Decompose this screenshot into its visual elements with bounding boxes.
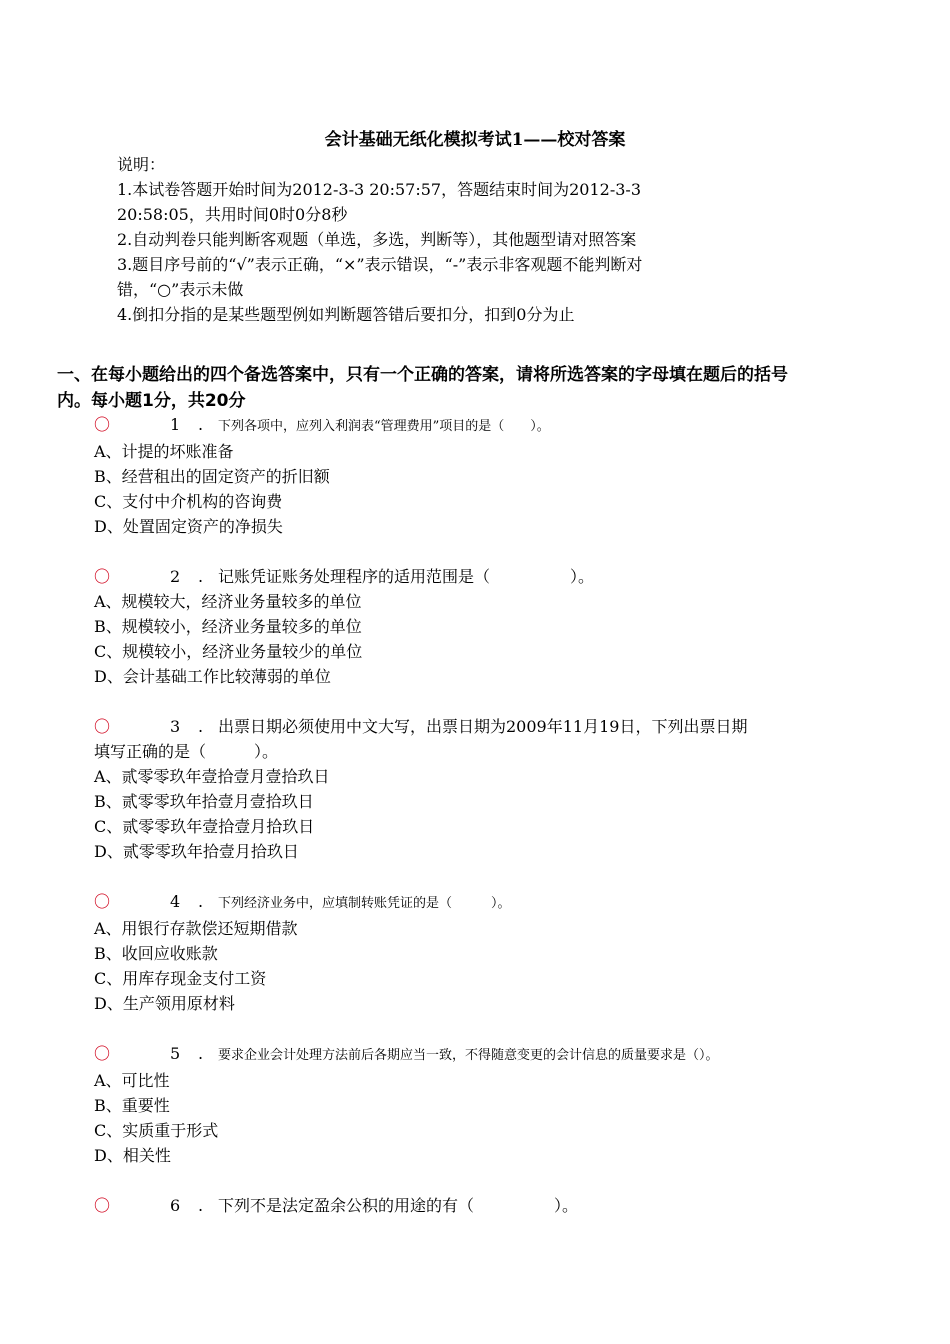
question-stem-line (94, 412, 874, 439)
question-stem-line (94, 714, 874, 739)
option-b[interactable]: B、贰零零玖年拾壹月壹拾玖日 (94, 792, 314, 811)
question-4 (94, 889, 874, 1016)
option-a[interactable]: A、用银行存款偿还短期借款 (94, 919, 298, 938)
option-c[interactable]: C、用库存现金支付工资 (94, 969, 267, 988)
question-6 (94, 1193, 874, 1218)
question-stem: 下列不是法定盈余公积的用途的有（ ）。 (218, 1196, 579, 1215)
question-dot: . (198, 1044, 204, 1063)
option-b[interactable]: B、重要性 (94, 1096, 170, 1115)
question-number: 5 (170, 1044, 181, 1063)
note-line: 2.自动判卷只能判断客观题（单选，多选，判断等），其他题型请对照答案 (117, 230, 637, 249)
note-line: 4.倒扣分指的是某些题型例如判断题答错后要扣分，扣到0分为止 (117, 305, 575, 324)
question-dot: . (198, 415, 204, 434)
question-5 (94, 1041, 874, 1168)
option-a[interactable]: A、可比性 (94, 1071, 170, 1090)
option-d[interactable]: D、生产领用原材料 (94, 994, 235, 1013)
unanswered-status-icon: 〇 (94, 1044, 111, 1063)
option-b[interactable]: B、规模较小，经济业务量较多的单位 (94, 617, 362, 636)
notes-heading: 说明： (117, 155, 166, 174)
note-line: 1.本试卷答题开始时间为2012-3-3 20:57:57，答题结束时间为2012-3-3 (117, 180, 641, 199)
note-line: 20:58:05，共用时间0时0分8秒 (117, 205, 348, 224)
question-stem: 出票日期必须使用中文大写，出票日期为2009年11月19日，下列出票日期 (218, 717, 748, 736)
question-stem-continuation: 填写正确的是（ ）。 (94, 742, 279, 761)
question-number: 1 (170, 415, 181, 434)
note-line: 错，“○”表示未做 (117, 280, 244, 299)
unanswered-status-icon: 〇 (94, 717, 111, 736)
question-2 (94, 564, 874, 689)
option-a[interactable]: A、规模较大，经济业务量较多的单位 (94, 592, 362, 611)
option-c[interactable]: C、贰零零玖年壹拾壹月拾玖日 (94, 817, 315, 836)
question-stem: 要求企业会计处理方法前后各期应当一致，不得随意变更的会计信息的质量要求是（）。 (218, 1048, 719, 1063)
question-list (94, 412, 874, 1243)
question-stem-line (94, 564, 874, 589)
option-c[interactable]: C、支付中介机构的咨询费 (94, 492, 283, 511)
section-heading-line: 一、在每小题给出的四个备选答案中，只有一个正确的答案，请将所选答案的字母填在题后的括号 (57, 365, 788, 385)
question-stem: 下列各项中，应列入利润表“管理费用”项目的是（ ）。 (218, 419, 550, 434)
question-number: 2 (170, 567, 181, 586)
option-d[interactable]: D、贰零零玖年拾壹月拾玖日 (94, 842, 299, 861)
question-number: 4 (170, 892, 181, 911)
option-c[interactable]: C、规模较小，经济业务量较少的单位 (94, 642, 363, 661)
question-stem-line (94, 889, 874, 916)
question-3 (94, 714, 874, 864)
option-b[interactable]: B、收回应收账款 (94, 944, 218, 963)
note-line: 3.题目序号前的“√”表示正确，“×”表示错误，“-”表示非客观题不能判断对 (117, 255, 643, 274)
question-number: 3 (170, 717, 181, 736)
question-dot: . (198, 717, 204, 736)
question-dot: . (198, 567, 204, 586)
unanswered-status-icon: 〇 (94, 1196, 111, 1215)
question-stem-line (94, 1193, 874, 1218)
question-stem: 记账凭证账务处理程序的适用范围是（ ）。 (218, 567, 595, 586)
option-b[interactable]: B、经营租出的固定资产的折旧额 (94, 467, 330, 486)
section-heading (57, 362, 897, 414)
question-number: 6 (170, 1196, 181, 1215)
question-stem: 下列经济业务中，应填制转账凭证的是（ ）。 (218, 896, 511, 911)
option-d[interactable]: D、会计基础工作比较薄弱的单位 (94, 667, 331, 686)
page-title: 会计基础无纸化模拟考试1——校对答案 (324, 130, 626, 150)
option-d[interactable]: D、相关性 (94, 1146, 171, 1165)
unanswered-status-icon: 〇 (94, 415, 111, 434)
notes-block (117, 152, 837, 327)
unanswered-status-icon: 〇 (94, 892, 111, 911)
question-dot: . (198, 1196, 204, 1215)
option-a[interactable]: A、贰零零玖年壹拾壹月壹拾玖日 (94, 767, 330, 786)
unanswered-status-icon: 〇 (94, 567, 111, 586)
question-stem-line (94, 1041, 874, 1068)
section-heading-line: 内。每小题1分，共20分 (57, 391, 246, 411)
question-dot: . (198, 892, 204, 911)
option-a[interactable]: A、计提的坏账准备 (94, 442, 234, 461)
option-d[interactable]: D、处置固定资产的净损失 (94, 517, 283, 536)
option-c[interactable]: C、实质重于形式 (94, 1121, 219, 1140)
question-1 (94, 412, 874, 539)
